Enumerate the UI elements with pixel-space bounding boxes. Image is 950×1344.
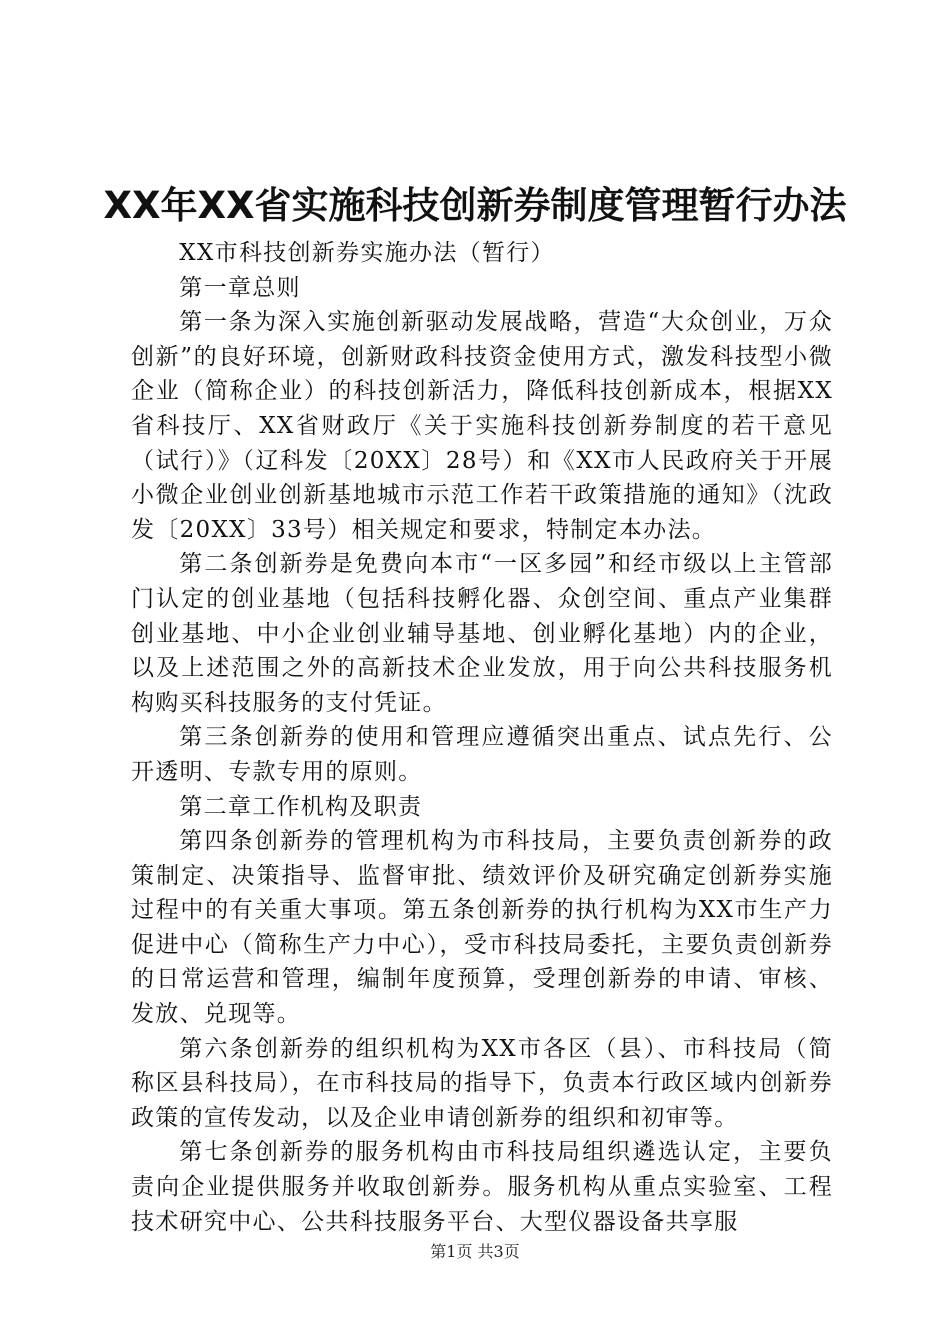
- subtitle-paragraph: XX市科技创新券实施办法（暂行）: [179, 240, 555, 266]
- article-paragraph: 第六条创新券的组织机构为XX市各区（县）、市科技局（简称区县科技局），在市科技局的指导下，负责本行政区域内创新券政策的宣传发动，以及企业申请创新券的组织和初审等。: [131, 1035, 833, 1131]
- article-paragraph: 第一条为深入实施创新驱动发展战略，营造“大众创业，万众创新”的良好环境，创新财政科技资金使用方式，激发科技型小微企业（简称企业）的科技创新活力，降低科技创新成本，根据XX省科技厅、XX省财政厅《关于实施科技创新券制度的若干意见（试行）》（辽科发〔20XX〕28号）和《XX市人民政府关于开展小微企业创业创新基地城市示范工作若干政策措施的通知》（沈政发〔20XX〕33号）相关规定和要求，特制定本办法。: [131, 309, 833, 543]
- page-number-footer: 第1页 共3页: [430, 1242, 520, 1261]
- document-title: XX年XX省实施科技创新券制度管理暂行办法: [103, 184, 847, 227]
- document-body: [131, 236, 833, 1239]
- chapter-heading: 第一章总则: [179, 274, 301, 301]
- article-paragraph: 第二条创新券是免费向本市“一区多园”和经市级以上主管部门认定的创业基地（包括科技孵化器、众创空间、重点产业集群创业基地、中小企业创业辅导基地、创业孵化基地）内的企业，以及上述范围之外的高新技术企业发放，用于向公共科技服务机构购买科技服务的支付凭证。: [131, 551, 833, 716]
- article-paragraph: 第四条创新券的管理机构为市科技局，主要负责创新券的政策制定、决策指导、监督审批、绩效评价及研究确定创新券实施过程中的有关重大事项。第五条创新券的执行机构为XX市生产力促进中心（简称生产力中心），受市科技局委托，主要负责创新券的日常运营和管理，编制年度预算，受理创新券的申请、审核、发放、兑现等。: [131, 828, 833, 1028]
- article-paragraph: 第三条创新券的使用和管理应遵循突出重点、试点先行、公开透明、专款专用的原则。: [131, 724, 833, 785]
- chapter-heading: 第二章工作机构及职责: [179, 793, 423, 820]
- article-paragraph: 第七条创新券的服务机构由市科技局组织遴选认定，主要负责向企业提供服务并收取创新券。服务机构从重点实验室、工程技术研究中心、公共科技服务平台、大型仪器设备共享服: [131, 1139, 833, 1235]
